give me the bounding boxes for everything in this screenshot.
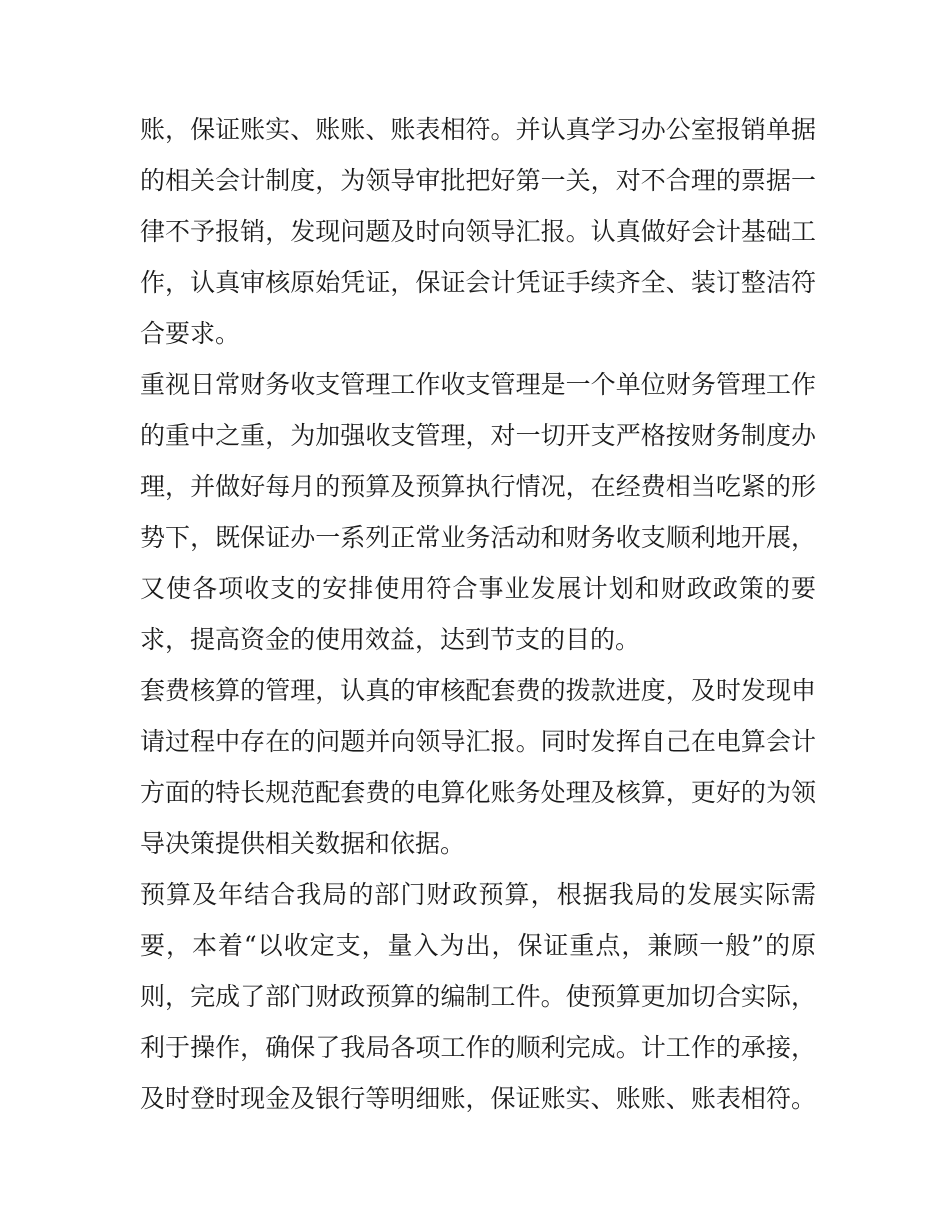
text-line: 导决策提供相关数据和依据。	[140, 829, 466, 858]
document-body	[140, 104, 816, 1124]
text-line: 及时登时现金及银行等明细账，保证账实、账账、账表相符。	[140, 1084, 816, 1113]
text-line: 理，并做好每月的预算及预算执行情况，在经费相当吃紧的形	[140, 472, 816, 501]
text-line: 作，认真审核原始凭证，保证会计凭证手续齐全、装订整洁符	[140, 268, 816, 297]
text-line: 的重中之重，为加强收支管理，对一切开支严格按财务制度办	[140, 421, 816, 450]
text-line: 又使各项收支的安排使用符合事业发展计划和财政政策的要	[140, 574, 816, 603]
text-line: 要，本着“以收定支，量入为出，保证重点，兼顾一般”的原	[140, 931, 816, 960]
text-line: 预算及年结合我局的部门财政预算，根据我局的发展实际需	[140, 880, 816, 909]
text-line: 账，保证账实、账账、账表相符。并认真学习办公室报销单据	[140, 115, 816, 144]
text-line: 则，完成了部门财政预算的编制工件。使预算更加切合实际，	[140, 982, 816, 1011]
text-line: 利于操作，确保了我局各项工作的顺利完成。计工作的承接，	[140, 1033, 816, 1062]
text-line: 求，提高资金的使用效益，达到节支的目的。	[140, 625, 641, 654]
text-line: 方面的特长规范配套费的电算化账务处理及核算，更好的为领	[140, 778, 816, 807]
text-line: 势下，既保证办一系列正常业务活动和财务收支顺利地开展，	[140, 523, 816, 552]
text-line: 合要求。	[140, 319, 241, 348]
text-line: 套费核算的管理，认真的审核配套费的拨款进度，及时发现申	[140, 676, 816, 705]
text-line: 律不予报销，发现问题及时向领导汇报。认真做好会计基础工	[140, 217, 816, 246]
text-line: 请过程中存在的问题并向领导汇报。同时发挥自己在电算会计	[140, 727, 816, 756]
text-line: 的相关会计制度，为领导审批把好第一关，对不合理的票据一	[140, 166, 816, 195]
text-line: 重视日常财务收支管理工作收支管理是一个单位财务管理工作	[140, 370, 816, 399]
